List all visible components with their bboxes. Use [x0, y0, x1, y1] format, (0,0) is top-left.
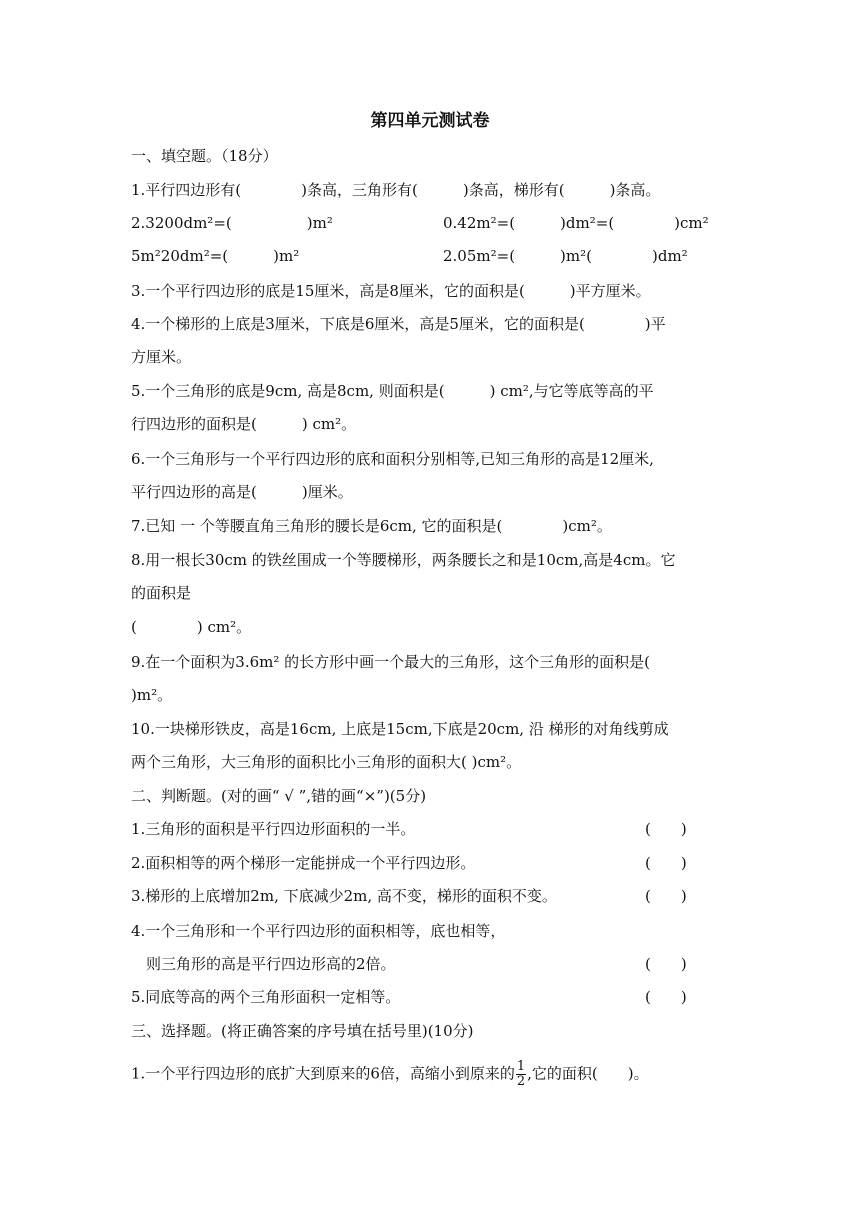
fill-q2b: 0.42m²=( )dm²=( )cm²	[443, 214, 709, 232]
fill-q7: 7.已知 一 个等腰直角三角形的腰长是6cm, 它的面积是( )cm²。	[131, 517, 612, 535]
fraction-numerator: 1	[516, 1059, 526, 1074]
fill-q8-line1: 8.用一根长30cm 的铁丝围成一个等腰梯形，两条腰长之和是10cm,高是4cm。它	[131, 551, 676, 569]
fill-q8-line2: 的面积是	[131, 584, 192, 602]
section3-heading: 三、选择题。(将正确答案的序号填在括号里)(10分)	[131, 1022, 474, 1040]
judge-q2-answer-paren: ( )	[645, 854, 687, 872]
fill-q2d: 2.05m²=( )m²( )dm²	[443, 247, 688, 265]
judge-q1: 1.三角形的面积是平行四边形面积的一半。	[131, 820, 416, 838]
judge-q2: 2.面积相等的两个梯形一定能拼成一个平行四边形。	[131, 854, 476, 872]
fill-q2c: 5m²20dm²=( )m²	[131, 247, 300, 265]
choice-q1-text-after: ,它的面积( )。	[527, 1064, 649, 1083]
fraction-denominator: 2	[516, 1074, 526, 1089]
one-half-fraction	[516, 1060, 526, 1089]
fill-q1: 1.平行四边形有( )条高，三角形有( )条高，梯形有( )条高。	[131, 181, 661, 199]
fill-q10-line1: 10.一块梯形铁皮，高是16cm, 上底是15cm,下底是20cm, 沿 梯形的对角线剪成	[131, 720, 669, 738]
section2-heading: 二、判断题。(对的画“ √ ”,错的画“×”)(5分)	[131, 787, 427, 805]
page-title: 第四单元测试卷	[370, 111, 490, 131]
choice-q1	[131, 1060, 649, 1089]
judge-q4-answer-paren: ( )	[645, 955, 687, 973]
fill-q4-line1: 4.一个梯形的上底是3厘米，下底是6厘米，高是5厘米，它的面积是( )平	[131, 315, 666, 333]
fill-q6-line2: 平行四边形的高是( )厘米。	[131, 483, 353, 501]
fill-q10-line2: 两个三角形，大三角形的面积比小三角形的面积大( )cm²。	[131, 753, 522, 771]
fill-q9-line2: )m²。	[131, 686, 173, 704]
judge-q3-answer-paren: ( )	[645, 887, 687, 905]
fill-q5-line2: 行四边形的面积是( ) cm²。	[131, 415, 357, 433]
judge-q3: 3.梯形的上底增加2m, 下底减少2m, 高不变，梯形的面积不变。	[131, 887, 557, 905]
fill-q5-line1: 5.一个三角形的底是9cm, 高是8cm, 则面积是( ) cm²,与它等底等高的平	[131, 382, 654, 400]
fill-q9-line1: 9.在一个面积为3.6m² 的长方形中画一个最大的三角形，这个三角形的面积是(	[131, 653, 651, 671]
fill-q4-line2: 方厘米。	[131, 348, 192, 366]
fill-q8-line3: ( ) cm²。	[131, 618, 252, 636]
judge-q5: 5.同底等高的两个三角形面积一定相等。	[131, 988, 401, 1006]
choice-q1-text-before: 1.一个平行四边形的底扩大到原来的6倍，高缩小到原来的	[131, 1064, 515, 1083]
judge-q4-line2: 则三角形的高是平行四边形高的2倍。	[146, 955, 396, 973]
judge-q5-answer-paren: ( )	[645, 988, 687, 1006]
fill-q6-line1: 6.一个三角形与一个平行四边形的底和面积分别相等,已知三角形的高是12厘米,	[131, 450, 654, 468]
fill-q3: 3.一个平行四边形的底是15厘米，高是8厘米，它的面积是( )平方厘米。	[131, 282, 651, 300]
section1-heading: 一、填空题。（18分）	[131, 147, 278, 165]
fill-q2a: 2.3200dm²=( )m²	[131, 214, 333, 232]
judge-q4-line1: 4.一个三角形和一个平行四边形的面积相等，底也相等，	[131, 922, 506, 940]
judge-q1-answer-paren: ( )	[645, 820, 687, 838]
